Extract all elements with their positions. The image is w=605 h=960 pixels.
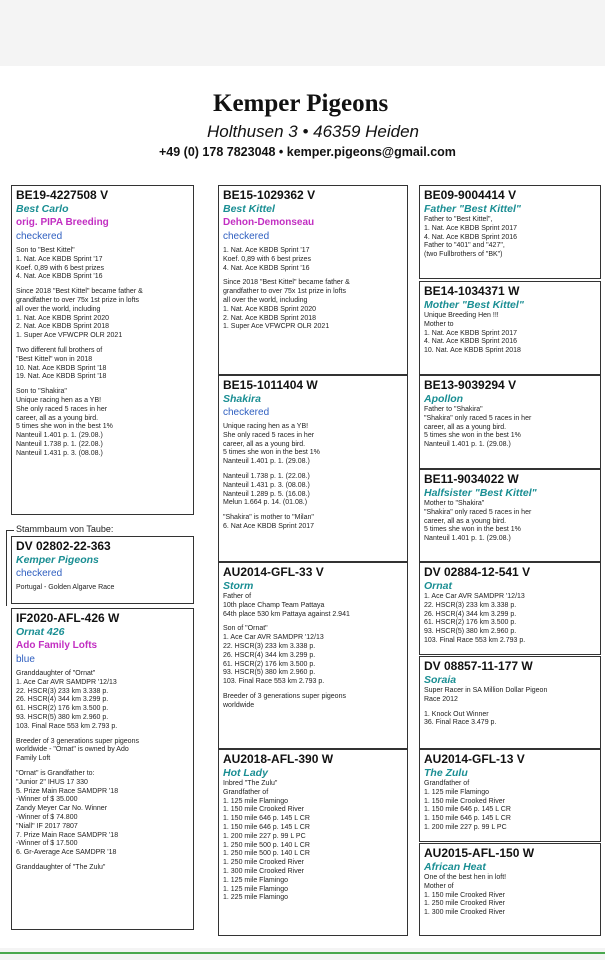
ring-number: BE13-9039294 V [424,378,517,392]
info-line: Mother of [424,882,454,890]
ring-number: DV 02884-12-541 V [424,565,531,579]
info-line: 5. Prize Main Race SAMDPR '18 [16,787,119,795]
pedigree-box-sire-sire [218,185,408,375]
pedigree-box-dam-dam [218,749,408,936]
info-line: Nanteuil 1.401 p. 1. (29.08.) [424,535,511,543]
pigeon-name: Kemper Pigeons [16,554,99,566]
info-line: 26. HSCR(4) 344 km 3.299 p. [223,651,316,659]
info-line: career, all as a young bird. [424,517,507,525]
pigeon-name: Halfsister "Best Kittel" [424,487,537,499]
info-line: 26. HSCR(4) 344 km 3.299 p. [16,696,109,704]
bottom-band [0,948,605,960]
info-line: Son to "Best Kittel" [16,247,75,254]
info-line: 1. Ace Car AVR SAMDPR '12/13 [16,678,117,686]
info-line: grandfather to over 75x 1st prize in lofts [223,288,346,296]
contact-line: +49 (0) 178 7823048 • kemper.pigeons@gmail.com [159,145,456,159]
pigeon-name: Shakira [223,393,261,405]
info-line: 1. 200 mile 227 p. 99 L PC [424,823,507,831]
info-line: "Ornat" is Grandfather to: [16,769,95,777]
info-line: 1. Nat. Ace KBDB Sprint 2020 [223,305,316,313]
info-line: Breeder of 3 generations super pigeons [223,692,346,700]
info-line: 26. HSCR(4) 344 km 3.299 p. [424,610,517,618]
ring-number: BE09-9004414 V [424,188,517,202]
info-line: Son of "Ornat" [223,625,268,633]
info-line: career, all as a young bird. [223,440,306,448]
info-line: Father to "Best Kittel", [424,216,493,223]
pigeon-name: Hot Lady [223,767,268,779]
info-line: 1. Nat. Ace KBDB Sprint 2020 [16,314,109,322]
info-line: 5 times she won in the best 1% [223,449,320,457]
info-line: Since 2018 "Best Kittel" became father & [16,288,143,296]
info-line: Mother to "Shakira" [424,500,485,507]
pedigree-box-sds [419,375,601,469]
ring-number: BE14-1034371 W [424,284,520,298]
info-line: 1. Super Ace VFWCPR OLR 2021 [16,332,123,340]
info-line: -Winner of $ 35.000 [16,796,78,804]
info-line: Two different full brothers of [16,346,103,354]
breeder-name: Ado Family Lofts [16,640,98,651]
info-line: Granddaughter of "Ornat" [16,670,96,677]
page-title: Kemper Pigeons [213,90,389,117]
pigeon-colour: checkered [223,407,270,418]
info-line: 1. 150 mile Crooked River [424,797,505,805]
info-line: -Winner of $ 74.800 [16,813,78,821]
pigeon-name: Apollon [424,393,464,405]
ring-number: BE15-1029362 V [223,188,316,202]
info-line: 93. HSCR(5) 380 km 2.960 p. [424,628,517,636]
pigeon-name: Best Kittel [223,203,275,215]
pigeon-colour: checkered [223,231,270,242]
info-line: 4. Nat. Ace KBDB Sprint 2016 [424,233,517,241]
info-line: Nanteuil 1.401 p. 1. (29.08.) [424,441,511,449]
info-line: 61. HSCR(2) 176 km 3.500 p. [424,619,517,627]
pigeon-name: Storm [223,580,254,592]
info-line: Melun 1.664 p. 14. (01.08.) [223,499,308,507]
ring-number: IF2020-AFL-426 W [16,611,120,625]
info-line: Nanteuil 1.401 p. 1. (29.08.) [223,458,310,466]
info-line: 1. 225 mile Flamingo [223,894,288,902]
info-line: Since 2018 "Best Kittel" became father & [223,279,350,287]
info-line: 10. Nat. Ace KBDB Sprint '18 [16,364,107,372]
info-line: Nanteuil 1.289 p. 5. (16.08.) [223,490,310,498]
pedigree-box-sdd [419,469,601,562]
ring-number: AU2014-GFL-33 V [223,565,324,579]
info-line: 1. Knock Out Winner [424,710,489,718]
info-line: 22. HSCR(3) 233 km 3.338 p. [424,601,517,609]
info-line: 93. HSCR(5) 380 km 2.960 p. [16,713,109,721]
info-line: 1. 125 mile Flamingo [424,788,489,796]
pigeon-name: The Zulu [424,767,468,779]
ring-number: DV 08857-11-177 W [424,659,533,673]
ring-number: DV 02802-22-363 [16,539,111,553]
info-line: Family Loft [16,755,51,763]
pedigree-box-sss [419,185,601,279]
info-line: all over the world, including [223,296,308,304]
pedigree-box-sire [11,185,194,515]
info-line: 61. HSCR(2) 176 km 3.500 p. [16,705,109,713]
info-line: 1. Nat. Ace KBDB Sprint 2017 [424,224,517,232]
ring-number: AU2014-GFL-13 V [424,752,525,766]
top-band [0,0,605,66]
pedigree-box-subject [11,536,194,604]
info-line: 1. 250 mile Crooked River [223,859,304,867]
info-line: Grandfather of [223,788,269,796]
info-line: (two Fullbrothers of "BK") [424,251,503,259]
pigeon-name: Best Carlo [16,203,69,215]
info-line: Unique racing hen as a YB! [223,423,309,430]
info-line: Nanteuil 1.401 p. 1. (29.08.) [16,432,103,440]
pedigree-box-dsd [419,656,601,749]
pedigree-box-dam [11,608,194,930]
info-line: 5 times she won in the best 1% [424,526,521,534]
info-line: 36. Final Race 3.479 p. [424,719,497,727]
info-line: 1. Nat. Ace KBDB Sprint '17 [16,255,103,263]
info-line: "Best Kittel" won in 2018 [16,355,93,363]
info-line: worldwide - "Ornat" is owned by Ado [16,746,129,754]
pedigree-box-dds [419,749,601,842]
ring-number: BE19-4227508 V [16,188,109,202]
info-line: 1. Nat. Ace KBDB Sprint 2017 [424,329,517,337]
info-line: 1. 250 mile 500 p. 140 L CR [223,850,310,858]
pigeon-name: Mother "Best Kittel" [424,299,524,311]
pigeon-colour: checkered [16,568,63,579]
info-line: Nanteuil 1.738 p. 1. (22.08.) [16,440,103,448]
connector-line [6,530,14,531]
breeder-name: Dehon-Demonseau [223,217,315,228]
info-line: 7. Prize Main Race SAMDPR '18 [16,831,119,839]
info-line: 103. Final Race 553 km 2.793 p. [223,678,325,686]
ring-number: BE11-9034022 W [424,472,519,486]
info-line: "Niall" IF 2017 7807 [16,822,78,830]
info-line: 1. 300 mile Crooked River [223,867,304,875]
info-line: "Shakira" only raced 5 races in her [424,508,532,516]
pigeon-name: Ornat 426 [16,626,65,638]
info-line: Son to "Shakira" [16,388,67,396]
info-line: 64th place 530 km Pattaya against 2.941 [223,610,350,618]
info-line: Portugal - Golden Algarve Race [16,584,115,591]
info-line: Father to "401" and "427", [424,242,505,250]
connector-line [6,530,7,606]
info-line: She only raced 5 races in her [223,431,315,439]
info-line: 4. Nat. Ace KBDB Sprint '16 [223,264,310,272]
info-line: Koef. 0,89 with 6 best prizes [16,264,104,272]
bottom-accent-line [0,952,605,954]
info-line: Unique racing hen as a YB! [16,396,102,404]
stammbaum-label: Stammbaum von Taube: [16,524,114,534]
address: Holthusen 3 • 46359 Heiden [207,122,419,141]
pedigree-box-dss [419,562,601,655]
info-line: Grandfather of [424,780,470,787]
info-line: Granddaughter of "The Zulu" [16,863,106,871]
info-line: career, all as a young bird. [16,414,99,422]
info-line: 10. Nat. Ace KBDB Sprint 2018 [424,347,521,355]
info-line: 1. 125 mile Flamingo [223,797,288,805]
info-line: worldwide [223,701,255,709]
pigeon-colour: checkered [16,231,63,242]
info-line: Super Racer in SA Million Dollar Pigeon [424,687,548,694]
info-line: 1. Super Ace VFWCPR OLR 2021 [223,323,330,331]
info-line: 6. Gr-Average Ace SAMDPR '18 [16,849,117,857]
info-line: Breeder of 3 generations super pigeons [16,737,139,745]
ring-number: BE15-1011404 W [223,378,318,392]
info-line: One of the best hen in loft! [424,874,507,881]
info-line: 6. Nat Ace KBDB Sprint 2017 [223,522,315,530]
info-line: Race 2012 [424,695,458,703]
info-line: Nanteuil 1.431 p. 3. (08.08.) [16,449,103,457]
info-line: Nanteuil 1.738 p. 1. (22.08.) [223,472,310,480]
info-line: 1. 200 mile 227 p. 99 L PC [223,832,306,840]
info-line: 1. 300 mile Crooked River [424,909,505,917]
pedigree-box-dam-sire [218,562,408,749]
info-line: grandfather to over 75x 1st prize in lofts [16,296,139,304]
info-line: 2. Nat. Ace KBDB Sprint 2018 [16,323,109,331]
info-line: Zandy Meyer Car No. Winner [16,805,108,813]
info-line: 1. 250 mile Crooked River [424,900,505,908]
pigeon-name: Soraia [424,674,457,686]
info-line: 1. 150 mile 646 p. 145 L CR [424,806,511,814]
info-line: She only raced 5 races in her [16,405,108,413]
info-line: Koef. 0,89 with 6 best prizes [223,255,311,263]
breeder-name: orig. PIPA Breeding [16,217,109,228]
ring-number: AU2015-AFL-150 W [424,846,535,860]
pigeon-name: African Heat [424,861,486,873]
info-line: 1. 150 mile 646 p. 145 L CR [223,815,310,823]
info-line: 1. 125 mile Flamingo [223,876,288,884]
ring-number: AU2018-AFL-390 W [223,752,334,766]
pedigree-box-ssd [419,281,601,375]
info-line: Nanteuil 1.431 p. 3. (08.08.) [223,481,310,489]
info-line: Inbred "The Zulu" [223,780,278,787]
info-line: "Junior 2" IHUS 17 330 [16,778,88,786]
info-line: Mother to [424,320,454,328]
pigeon-name: Father "Best Kittel" [424,203,521,215]
info-line: 5 times she won in the best 1% [424,432,521,440]
info-line: 1. 150 mile 646 p. 145 L CR [424,815,511,823]
info-line: 22. HSCR(3) 233 km 3.338 p. [16,687,109,695]
pigeon-name: Ornat [424,580,453,592]
info-line: Unique Breeding Hen !!! [424,312,499,319]
info-line: 1. 250 mile 500 p. 140 L CR [223,841,310,849]
info-line: -Winner of $ 17.500 [16,840,78,848]
info-line: 4. Nat. Ace KBDB Sprint 2016 [424,338,517,346]
info-line: 1. 150 mile Crooked River [223,806,304,814]
info-line: 22. HSCR(3) 233 km 3.338 p. [223,642,316,650]
info-line: 1. 150 mile Crooked River [424,891,505,899]
info-line: Father of [223,593,252,600]
info-line: 1. 150 mile 646 p. 145 L CR [223,823,310,831]
info-line: Father to "Shakira" [424,406,483,413]
info-line: 4. Nat. Ace KBDB Sprint '16 [16,273,103,281]
pigeon-colour: blue [16,654,35,665]
info-line: 93. HSCR(5) 380 km 2.960 p. [223,669,316,677]
info-line: 1. Ace Car AVR SAMDPR '12/13 [223,634,324,642]
info-line: 19. Nat. Ace KBDB Sprint '18 [16,373,107,381]
info-line: 103. Final Race 553 km 2.793 p. [424,636,526,644]
pedigree-box-sire-dam [218,375,408,562]
info-line: 1. Nat. Ace KBDB Sprint '17 [223,247,310,254]
info-line: 103. Final Race 553 km 2.793 p. [16,722,118,730]
pedigree-box-ddd [419,843,601,936]
info-line: 10th place Champ Team Pattaya [223,601,325,609]
info-line: career, all as a young bird. [424,423,507,431]
info-line: 5 times she won in the best 1% [16,423,113,431]
info-line: "Shakira" is mother to "Milan" [223,514,314,522]
info-line: "Shakira" only raced 5 races in her [424,414,532,422]
info-line: 2. Nat. Ace KBDB Sprint 2018 [223,314,316,322]
info-line: 61. HSCR(2) 176 km 3.500 p. [223,660,316,668]
info-line: 1. Ace Car AVR SAMDPR '12/13 [424,593,525,600]
info-line: all over the world, including [16,305,101,313]
info-line: 1. 125 mile Flamingo [223,885,288,893]
